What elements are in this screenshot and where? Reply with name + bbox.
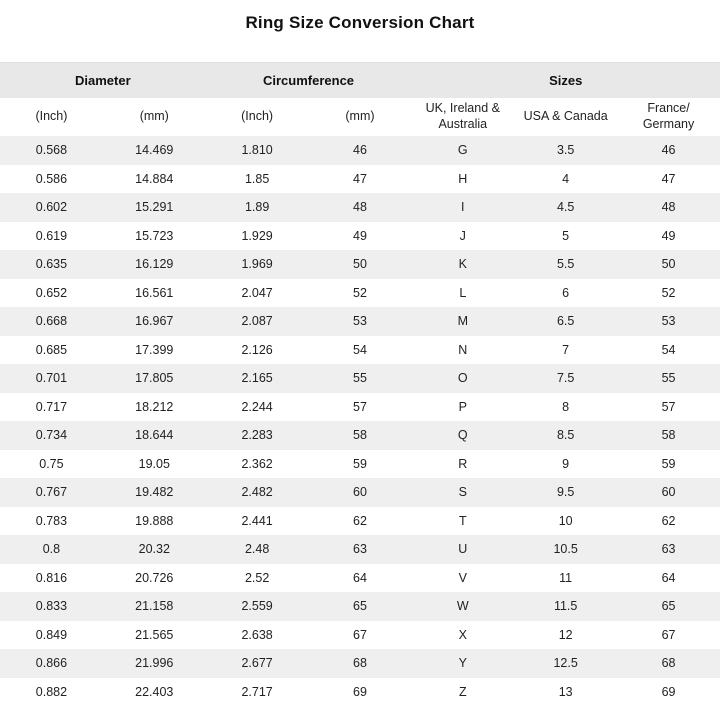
- table-cell: 57: [661, 399, 676, 414]
- table-cell: 50: [353, 257, 367, 272]
- column-header-france-germany: France/ Germany: [617, 98, 720, 136]
- table-cell: 0.833: [35, 599, 68, 614]
- table-cell: 2.126: [241, 342, 273, 357]
- table-cell: 1.85: [244, 171, 270, 186]
- table-cell: 49: [661, 228, 676, 243]
- table-cell: 19.05: [138, 456, 170, 471]
- table-cell: 2.52: [244, 570, 270, 585]
- table-row: [0, 250, 720, 279]
- table-row: [0, 336, 720, 365]
- table-cell: 64: [353, 570, 367, 585]
- table-cell: 20.32: [138, 542, 170, 557]
- table-cell: 1.929: [241, 228, 273, 243]
- table-cell: 0.717: [35, 399, 68, 414]
- table-row: [0, 592, 720, 621]
- table-cell: 9: [562, 456, 570, 471]
- table-cell: 0.619: [35, 228, 68, 243]
- table-cell: 10: [558, 513, 573, 528]
- table-cell: 59: [661, 456, 676, 471]
- table-row: [0, 136, 720, 165]
- group-header-row: [0, 63, 720, 99]
- column-header-diameter-mm: (mm): [103, 98, 206, 136]
- table-cell: 48: [353, 200, 367, 215]
- table-cell: G: [457, 143, 468, 158]
- table-row: [0, 393, 720, 422]
- table-cell: 64: [661, 570, 676, 585]
- table-cell: 2.677: [241, 656, 273, 671]
- table-cell: 12.5: [553, 656, 578, 671]
- table-cell: Z: [458, 684, 467, 699]
- table-cell: 0.783: [35, 513, 68, 528]
- group-header-sizes: Sizes: [411, 63, 720, 99]
- table-cell: 7.5: [556, 371, 575, 386]
- table-cell: 0.816: [35, 570, 68, 585]
- table-cell: 14.884: [135, 171, 174, 186]
- table-cell: 18.212: [135, 399, 174, 414]
- table-row: [0, 279, 720, 308]
- table-cell: 0.568: [35, 143, 68, 158]
- table-cell: 58: [661, 428, 676, 443]
- table-cell: 19.482: [135, 485, 174, 500]
- table-row: [0, 564, 720, 593]
- table-cell: 49: [353, 228, 367, 243]
- table-cell: 63: [353, 542, 367, 557]
- table-cell: X: [458, 627, 467, 642]
- table-cell: 55: [353, 371, 367, 386]
- table-cell: 53: [353, 314, 367, 329]
- table-cell: 1.89: [244, 200, 270, 215]
- table-cell: 12: [558, 627, 573, 642]
- table-cell: N: [458, 342, 468, 357]
- table-row: [0, 621, 720, 650]
- table-row: [0, 222, 720, 251]
- table-cell: 65: [353, 599, 367, 614]
- table-cell: 20.726: [135, 570, 174, 585]
- table-cell: 10.5: [553, 542, 578, 557]
- column-header-circumference-mm: (mm): [309, 98, 412, 136]
- table-cell: 54: [661, 342, 676, 357]
- table-cell: 67: [661, 627, 676, 642]
- table-cell: 0.652: [35, 285, 68, 300]
- table-cell: 0.635: [35, 257, 68, 272]
- table-cell: 2.717: [241, 684, 273, 699]
- table-cell: 7: [562, 342, 570, 357]
- table-cell: 2.441: [241, 513, 273, 528]
- table-cell: 2.283: [241, 428, 273, 443]
- table-body: [0, 136, 720, 706]
- table-cell: 57: [353, 399, 367, 414]
- table-cell: 46: [661, 143, 676, 158]
- table-cell: 47: [661, 171, 676, 186]
- table-cell: 62: [353, 513, 367, 528]
- table-header: [0, 63, 720, 137]
- table-row: [0, 307, 720, 336]
- table-cell: 2.047: [241, 285, 273, 300]
- table-cell: 0.602: [35, 200, 68, 215]
- table-cell: 1.969: [241, 257, 273, 272]
- column-header-circumference-inch: (Inch): [206, 98, 309, 136]
- table-cell: P: [458, 399, 467, 414]
- table-cell: R: [458, 456, 468, 471]
- table-cell: 8: [562, 399, 570, 414]
- ring-size-conversion-table: [0, 62, 720, 706]
- table-cell: 50: [661, 257, 676, 272]
- table-cell: T: [458, 513, 467, 528]
- table-cell: 60: [353, 485, 367, 500]
- table-cell: 13: [558, 684, 573, 699]
- table-row: [0, 478, 720, 507]
- table-row: [0, 193, 720, 222]
- table-cell: 62: [661, 513, 676, 528]
- table-cell: 11: [559, 570, 573, 585]
- column-header-usa-canada: USA & Canada: [514, 98, 617, 136]
- table-cell: L: [459, 285, 467, 300]
- table-cell: I: [461, 200, 465, 215]
- table-cell: 55: [661, 371, 676, 386]
- table-cell: W: [456, 599, 469, 614]
- table-cell: 17.399: [135, 342, 174, 357]
- table-cell: 15.723: [135, 228, 174, 243]
- table-cell: 0.849: [35, 627, 68, 642]
- table-cell: 11.5: [553, 599, 578, 614]
- table-cell: 2.482: [241, 485, 273, 500]
- table-cell: 21.158: [135, 599, 174, 614]
- table-cell: 8.5: [556, 428, 575, 443]
- table-cell: 2.638: [241, 627, 273, 642]
- table-cell: 1.810: [241, 143, 273, 158]
- table-cell: 68: [661, 656, 676, 671]
- page-title: Ring Size Conversion Chart: [245, 13, 475, 32]
- table-row: [0, 364, 720, 393]
- table-cell: 21.565: [135, 627, 174, 642]
- table-cell: 0.668: [35, 314, 68, 329]
- table-cell: 0.701: [35, 371, 68, 386]
- column-header-row: [0, 98, 720, 136]
- table-cell: 0.767: [35, 485, 68, 500]
- table-cell: 16.967: [135, 314, 174, 329]
- table-cell: 18.644: [135, 428, 174, 443]
- table-cell: 0.685: [35, 342, 68, 357]
- table-cell: O: [457, 371, 468, 386]
- table-cell: 54: [353, 342, 367, 357]
- table-cell: 17.805: [135, 371, 174, 386]
- table-cell: 67: [353, 627, 367, 642]
- table-cell: 4: [562, 171, 570, 186]
- table-cell: 22.403: [135, 684, 174, 699]
- table-cell: 2.559: [241, 599, 273, 614]
- table-cell: 2.362: [241, 456, 273, 471]
- table-cell: 53: [661, 314, 676, 329]
- table-cell: 16.129: [135, 257, 174, 272]
- table-cell: 59: [353, 456, 367, 471]
- table-cell: 52: [661, 285, 676, 300]
- table-row: [0, 450, 720, 479]
- table-cell: 0.586: [35, 171, 68, 186]
- table-cell: 0.882: [35, 684, 68, 699]
- table-cell: 14.469: [135, 143, 174, 158]
- table-cell: 6: [562, 285, 570, 300]
- table-row: [0, 678, 720, 707]
- table-cell: 2.244: [241, 399, 273, 414]
- table-cell: 2.087: [241, 314, 273, 329]
- table-cell: 21.996: [135, 656, 174, 671]
- table-cell: K: [458, 257, 467, 272]
- group-header-diameter: Diameter: [0, 63, 206, 99]
- table-cell: 48: [661, 200, 676, 215]
- column-header-uk-ireland-australia: UK, Ireland & Australia: [411, 98, 514, 136]
- table-cell: 2.48: [244, 542, 270, 557]
- table-cell: H: [458, 171, 468, 186]
- table-cell: 0.866: [35, 656, 68, 671]
- table-cell: 46: [353, 143, 367, 158]
- table-cell: 47: [353, 171, 367, 186]
- table-cell: 69: [661, 684, 676, 699]
- table-cell: V: [458, 570, 467, 585]
- group-header-circumference: Circumference: [206, 63, 412, 99]
- table-cell: 9.5: [556, 485, 575, 500]
- table-cell: 63: [661, 542, 676, 557]
- table-row: [0, 421, 720, 450]
- table-cell: M: [457, 314, 468, 329]
- table-cell: 0.734: [35, 428, 68, 443]
- table-cell: J: [459, 228, 466, 243]
- table-cell: 0.75: [39, 456, 64, 471]
- table-cell: 0.8: [42, 542, 61, 557]
- table-cell: 58: [353, 428, 367, 443]
- table-cell: 16.561: [135, 285, 174, 300]
- table-cell: 19.888: [135, 513, 174, 528]
- table-cell: Y: [458, 656, 467, 671]
- table-cell: Q: [457, 428, 468, 443]
- table-cell: 68: [353, 656, 367, 671]
- table-cell: 60: [661, 485, 676, 500]
- column-header-diameter-inch: (Inch): [0, 98, 103, 136]
- table-cell: 5.5: [556, 257, 575, 272]
- table-row: [0, 165, 720, 194]
- table-cell: 6.5: [556, 314, 575, 329]
- table-row: [0, 507, 720, 536]
- table-cell: 69: [353, 684, 367, 699]
- table-cell: 5: [562, 228, 570, 243]
- table-row: [0, 649, 720, 678]
- table-cell: 3.5: [556, 143, 575, 158]
- table-cell: 2.165: [241, 371, 273, 386]
- table-cell: U: [458, 542, 468, 557]
- table-cell: 65: [661, 599, 676, 614]
- table-cell: S: [458, 485, 467, 500]
- table-cell: 15.291: [135, 200, 174, 215]
- table-row: [0, 535, 720, 564]
- table-cell: 4.5: [556, 200, 575, 215]
- table-cell: 52: [353, 285, 367, 300]
